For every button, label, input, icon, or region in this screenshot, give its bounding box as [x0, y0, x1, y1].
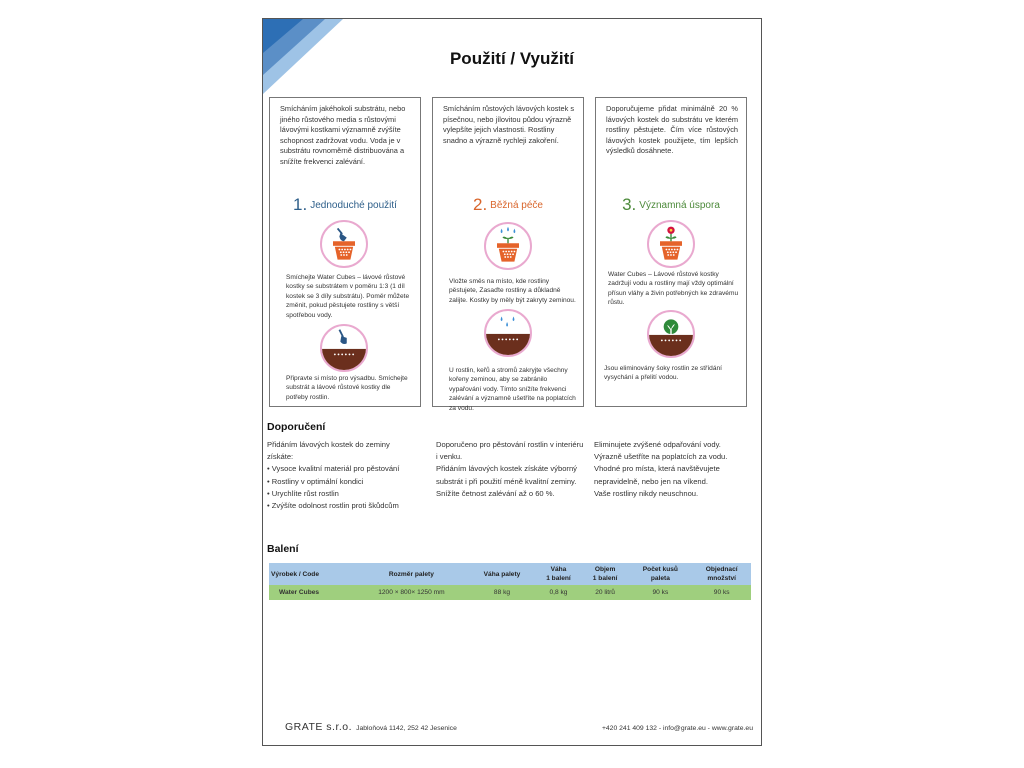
table-cell: 88 kg	[469, 585, 535, 600]
table-cell: 20 litrů	[582, 585, 629, 600]
table-row	[269, 585, 751, 600]
recommendation-line: Přidáním lávových kostek do zeminy	[267, 440, 390, 449]
recommendation-line: nepravidelně, nebo jen na víkend.	[594, 476, 708, 486]
step-heading-1	[270, 195, 420, 215]
footer	[285, 719, 753, 733]
column-header: Váha 1 balení	[535, 563, 582, 585]
table-cell: 1200 × 800× 1250 mm	[354, 585, 469, 600]
recommendation-line: Eliminujete zvýšené odpařování vody.	[594, 440, 721, 449]
column-header: Počet kusů paleta	[628, 563, 692, 585]
table-header-row	[269, 563, 751, 585]
packaging-table	[269, 563, 751, 600]
recommendation-line: • Urychlíte růst rostlin	[267, 488, 339, 498]
step-heading-2	[433, 195, 583, 215]
step-number: 1.	[293, 195, 308, 214]
column-header: Rozměr palety	[354, 563, 469, 585]
step-number: 3.	[622, 195, 637, 214]
step-description: Jsou eliminovány šoky rostlin ze střídání vysychání a přelití vodou.	[604, 365, 723, 382]
recommendation-line: Vaše rostliny nikdy neuschnou.	[594, 488, 699, 498]
recommendation-line: Přidáním lávových kostek získáte výborný	[436, 464, 577, 474]
column-header: Objednací množství	[692, 563, 751, 585]
recommendations-heading: Doporučení	[267, 421, 326, 433]
usage-column-2	[432, 97, 584, 412]
step-number: 2.	[472, 195, 488, 214]
flowerpot-watering-icon	[484, 222, 532, 270]
page-title: Použití / Využití	[449, 49, 575, 68]
recommendation-line: Výrazně ušetříte na poplatcích za vodu.	[594, 452, 728, 462]
product-sheet	[262, 18, 762, 746]
flowerpot-flower-icon	[647, 220, 695, 268]
contact-info: +420 241 409 132 - info@grate.eu - www.grate.eu	[601, 725, 753, 732]
step-description: Připravte si místo pro výsadbu. Smíchejte substrát a lávové růstové kostky dle potřeby rostlin.	[286, 375, 408, 401]
soil-sprout-icon	[647, 310, 695, 358]
column-intro: Doporučujeme přidat minimálně 20 % lávových kostek do substrátu ve kterém rostliny pěstujete. Čím více růstových lávových kostek použijete, tím lepších výsledků dosáhnete.	[606, 104, 738, 156]
soil-water-drops-icon	[484, 309, 532, 357]
step-description: U rostlin, keřů a stromů zakryjte všechny kořeny zeminou, aby se zabránilo vypařování vody. Tímto snížíte frekvenci zalévání a významně ušetříte na poplatcích za vodu.	[449, 367, 576, 412]
recommendation-line: • Zvýšíte odolnost rostlin proti škůdcům	[267, 501, 399, 511]
step-description: Water Cubes – Lávové růstové kostky zadržují vodu a rostliny mají vždy optimální přísun vláhy a živin potřebných ke zdravému růstu.	[608, 271, 739, 307]
soil-shovel-icon	[320, 324, 368, 372]
recommendation-line: Snížíte četnost zalévání až o 60 %.	[436, 488, 555, 498]
column-header: Výrobek / Code	[269, 563, 354, 585]
step-description: Vložte směs na místo, kde rostliny pěstujete, Zasaďte rostliny a důkladně zalijte. Kostky by měly být zakryty zeminou.	[449, 278, 576, 304]
recommendation-line: • Rostliny v optimální kondici	[267, 476, 364, 486]
company-info	[285, 721, 457, 733]
company-address: Jabloňová 1142, 252 42 Jesenice	[356, 725, 457, 732]
column-header: Váha palety	[469, 563, 535, 585]
table-cell: 90 ks	[692, 585, 751, 600]
step-label: Běžná péče	[490, 199, 543, 211]
usage-column-1	[269, 97, 421, 407]
company-name: GRATE s.r.o.	[285, 721, 353, 733]
table-cell: Water Cubes	[269, 585, 354, 600]
step-label: Jednoduché použití	[310, 199, 397, 211]
recommendation-line: získáte:	[267, 452, 294, 462]
table-cell: 90 ks	[628, 585, 692, 600]
recommendation-line: Vhodné pro místa, která navštěvujete	[594, 464, 720, 474]
column-header: Objem 1 balení	[582, 563, 629, 585]
flowerpot-shovel-icon	[320, 220, 368, 268]
packaging-heading: Balení	[267, 543, 299, 555]
step-heading-3	[596, 195, 746, 215]
column-intro: Smícháním růstových lávových kostek s písečnou, nebo jílovitou půdou výrazně vylepšíte jejich vlastnosti. Rostliny snadno a výrazně rychleji zakoření.	[443, 104, 575, 145]
recommendation-line: i venku.	[436, 452, 463, 462]
recommendation-line: Doporučeno pro pěstování rostlin v interiéru	[436, 440, 584, 449]
step-label: Významná úspora	[639, 199, 720, 211]
recommendation-line: • Vysoce kvalitní materiál pro pěstování	[267, 464, 400, 474]
step-description: Smíchejte Water Cubes – lávové růstové kostky se substrátem v poměru 1:3 (1 díl kostek se 3 díly substrátu). Poměr můžete změnit, pokud pěstujete rostliny s větší spotřebou vody.	[286, 274, 410, 319]
table-cell: 0,8 kg	[535, 585, 582, 600]
column-intro: Smícháním jakéhokoli substrátu, nebo jiného růstového media s růstovými lávovými kostkami významně zvýšíte schopnost zadržovat vodu. Voda je v substrátu rovnoměrně distribuována a snížíte frekvenci zalévání.	[280, 104, 406, 166]
recommendations-column-1	[267, 439, 399, 512]
recommendation-line: substrát i při použití méně kvalitní zeminy.	[436, 476, 577, 486]
recommendations-column-2	[436, 439, 583, 500]
recommendations-column-3	[594, 439, 727, 500]
usage-column-3	[595, 97, 747, 407]
